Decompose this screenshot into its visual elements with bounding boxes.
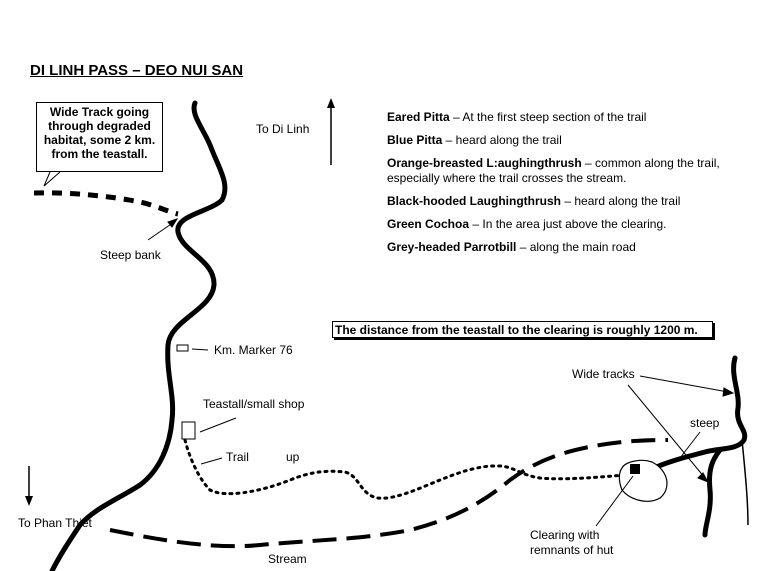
bird-note: – In the area just above the clearing.: [469, 217, 667, 231]
distance-note: The distance from the teastall to the clearing is roughly 1200 m.: [332, 321, 713, 338]
bird-entry: [387, 217, 727, 232]
label-steep: steep: [690, 416, 720, 430]
bird-list: [387, 110, 727, 263]
bird-entry: [387, 156, 727, 186]
map-title: DI LINH PASS – DEO NUI SAN: [30, 62, 244, 79]
callout-pointer: [44, 172, 60, 186]
bird-entry: [387, 240, 727, 255]
wide-track-path: [34, 193, 178, 214]
trail-path: [185, 440, 625, 498]
bird-name: Green Cochoa: [387, 217, 470, 231]
bird-note: – At the first steep section of the trail: [449, 110, 647, 124]
label-trail: Trail: [226, 450, 249, 464]
bird-name: Eared Pitta: [387, 110, 450, 124]
km-marker-symbol: [177, 345, 188, 351]
main-road: [52, 103, 225, 571]
bird-note: – along the main road: [516, 240, 636, 254]
north-arrow-icon: [327, 98, 335, 165]
label-steep-bank: Steep bank: [100, 248, 161, 262]
bird-note: – common along the trail, especially where the trail crosses the stream.: [387, 156, 720, 185]
label-clearing: Clearing with: [530, 528, 600, 542]
south-arrow-icon: [25, 466, 33, 506]
bird-name: Orange-breasted L:aughingthrush: [387, 156, 582, 170]
wide-track-callout: Wide Track going through degraded habitat, some 2 km. from the teastall.: [36, 102, 163, 172]
label-km-marker: Km. Marker 76: [214, 343, 293, 357]
bird-name: Grey-headed Parrotbill: [387, 240, 517, 254]
right-road-edge: [742, 440, 748, 525]
bird-name: Blue Pitta: [387, 133, 443, 147]
bird-name: Black-hooded Laughingthrush: [387, 194, 561, 208]
bird-note: – heard along the trail: [442, 133, 562, 147]
bird-entry: [387, 110, 727, 125]
label-clearing-2: remnants of hut: [530, 543, 614, 557]
label-stream: Stream: [268, 552, 307, 566]
right-road: [650, 358, 745, 470]
right-road-branch: [705, 450, 720, 535]
label-wide-tracks: Wide tracks: [572, 367, 635, 381]
teastall-symbol: [182, 422, 195, 439]
label-teastall: Teastall/small shop: [203, 397, 305, 411]
bird-note: – heard along the trail: [561, 194, 681, 208]
bird-entry: [387, 194, 727, 209]
bird-entry: [387, 133, 727, 148]
label-to-di-linh: To Di Linh: [256, 122, 310, 136]
hut-marker: [630, 464, 640, 474]
label-up: up: [286, 450, 300, 464]
label-to-phan-thiet: To Phan Thiet: [18, 516, 92, 530]
